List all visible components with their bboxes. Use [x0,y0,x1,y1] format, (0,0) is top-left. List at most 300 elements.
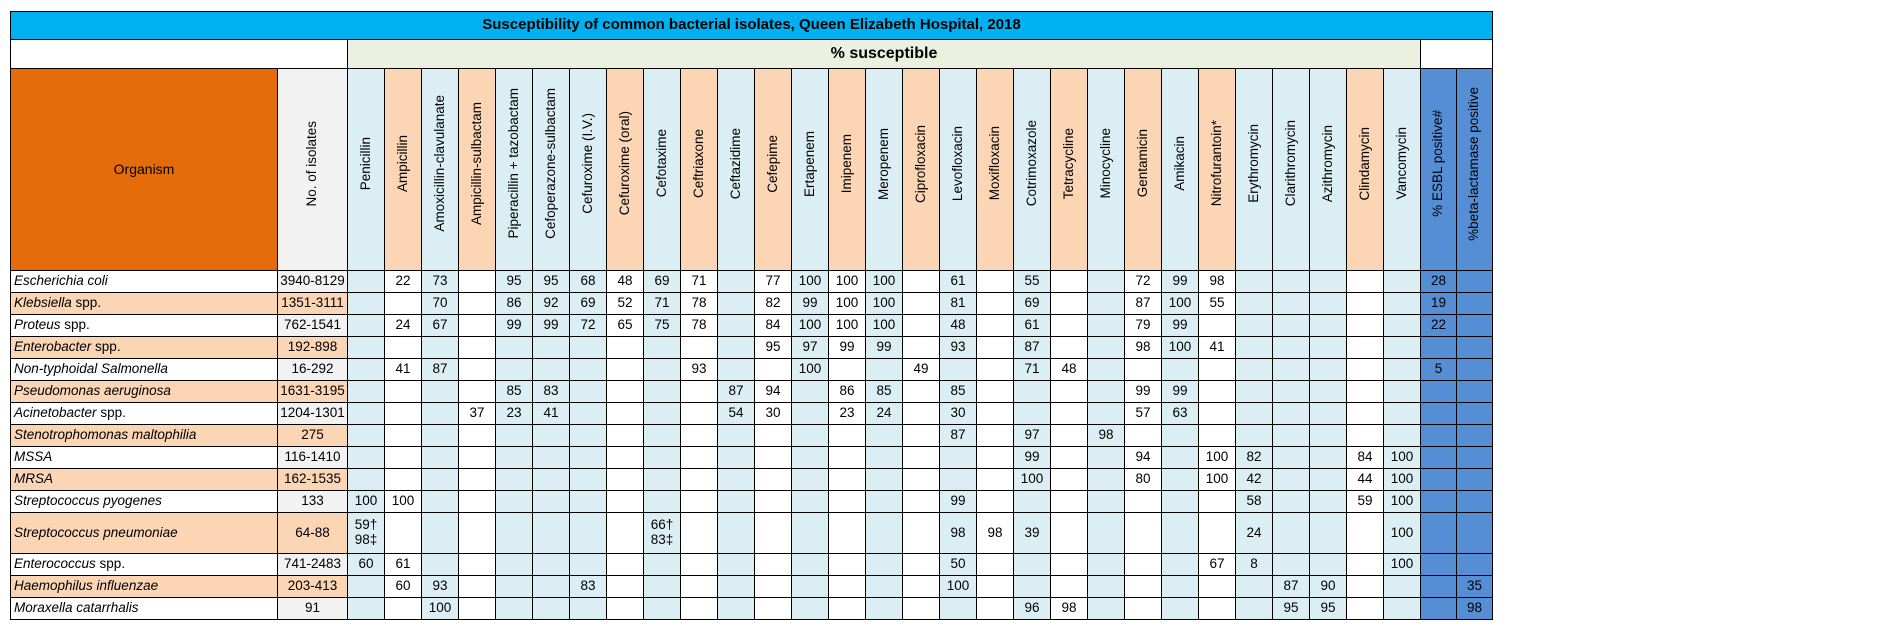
value-cell [496,425,533,447]
value-cell [644,469,681,491]
value-cell [755,554,792,576]
header-label: Ertapenem [801,130,817,197]
value-cell: 82 [1236,447,1273,469]
value-cell: 69 [570,293,607,315]
percent-row [11,40,1493,69]
value-cell: 60 [385,576,422,598]
header-moxifloxacin [977,69,1014,271]
value-cell: 100 [792,271,829,293]
value-cell [1088,315,1125,337]
value-cell [866,491,903,513]
header-label: Cefepime [764,134,780,193]
organism-cell [11,337,278,359]
value-cell [977,359,1014,381]
value-cell [459,425,496,447]
value-cell [1421,513,1457,554]
header-beta-lactamase-positive [1457,69,1493,271]
header-label: Ceftazidime [727,127,743,200]
value-cell [1310,315,1347,337]
table-row [11,447,1493,469]
value-cell: 54 [718,403,755,425]
value-cell: 69 [644,271,681,293]
value-cell [1051,337,1088,359]
value-cell: 39 [1014,513,1051,554]
value-cell [570,381,607,403]
value-cell: 49 [903,359,940,381]
value-cell: 100 [1199,447,1236,469]
value-cell [496,491,533,513]
value-cell [1384,576,1421,598]
isolates-cell: 64-88 [278,513,348,554]
value-cell [1236,359,1273,381]
value-cell [570,491,607,513]
isolates-cell: 3940-8129 [278,271,348,293]
header-azithromycin [1310,69,1347,271]
value-cell [940,598,977,620]
value-cell [866,598,903,620]
value-cell: 61 [940,271,977,293]
value-cell [496,554,533,576]
value-cell: 99 [792,293,829,315]
value-cell [1310,359,1347,381]
value-cell [755,513,792,554]
value-cell [1014,403,1051,425]
value-cell [348,469,385,491]
value-cell [681,554,718,576]
value-cell [792,554,829,576]
organism-suffix: spp. [95,556,126,572]
value-cell [570,403,607,425]
value-cell [1088,403,1125,425]
value-cell [940,447,977,469]
header-label: Erythromycin [1245,124,1261,203]
value-cell [644,447,681,469]
value-cell [903,598,940,620]
table-row [11,271,1493,293]
value-cell [1088,381,1125,403]
value-cell [718,271,755,293]
value-cell [1088,469,1125,491]
header-label: Amoxicillin-clavulanate [431,95,447,232]
value-cell [348,359,385,381]
value-cell [1162,469,1199,491]
value-cell [792,513,829,554]
header-cefuroxime-i-v [570,69,607,271]
value-cell [1384,315,1421,337]
value-cell [681,337,718,359]
value-cell: 100 [1014,469,1051,491]
value-cell [792,425,829,447]
value-cell [1051,381,1088,403]
header-label: Nitrofurantoin* [1208,120,1224,207]
value-cell [1421,337,1457,359]
value-cell: 96 [1014,598,1051,620]
value-cell [1199,425,1236,447]
value-cell: 92 [533,293,570,315]
value-cell [866,425,903,447]
value-cell: 97 [792,337,829,359]
value-cell: 100 [348,491,385,513]
header-label: Clarithromycin [1282,120,1298,207]
value-cell [1088,359,1125,381]
value-cell: 23 [496,403,533,425]
value-cell: 100 [866,315,903,337]
value-cell [1347,359,1384,381]
organism-name: Streptococcus pneumoniae [14,524,178,540]
value-cell [1162,447,1199,469]
value-cell [977,598,1014,620]
value-cell [1347,293,1384,315]
value-cell: 84 [755,315,792,337]
value-cell [1088,513,1125,554]
value-cell [1236,403,1273,425]
value-cell: 80 [1125,469,1162,491]
value-cell [570,554,607,576]
value-cell: 85 [496,381,533,403]
value-cell [1310,425,1347,447]
value-cell: 100 [866,271,903,293]
value-cell: 87 [422,359,459,381]
value-cell [718,337,755,359]
value-cell: 85 [866,381,903,403]
value-cell [348,447,385,469]
column-header-row [11,69,1493,271]
value-cell [1457,513,1493,554]
organism-cell [11,491,278,513]
value-cell [644,576,681,598]
isolates-cell: 762-1541 [278,315,348,337]
value-cell [1125,554,1162,576]
value-cell [1421,554,1457,576]
value-cell [718,293,755,315]
organism-cell [11,315,278,337]
value-cell: 30 [755,403,792,425]
value-cell [385,598,422,620]
value-cell [1273,447,1310,469]
organism-suffix: spp. [91,339,121,355]
value-cell: 72 [1125,271,1162,293]
value-cell [1273,469,1310,491]
value-cell: 63 [1162,403,1199,425]
organism-suffix: spp. [60,317,90,333]
value-cell [1162,576,1199,598]
value-cell: 100 [1162,293,1199,315]
value-cell: 99 [1162,271,1199,293]
value-cell [533,425,570,447]
header-label: Cefotaxime [653,129,669,198]
value-cell [1310,271,1347,293]
value-cell [644,337,681,359]
value-cell [1421,491,1457,513]
value-cell: 93 [422,576,459,598]
table-row [11,491,1493,513]
value-cell [1421,447,1457,469]
value-cell [1051,447,1088,469]
value-cell [348,425,385,447]
value-cell [422,403,459,425]
header-clarithromycin [1273,69,1310,271]
value-cell [607,491,644,513]
value-cell [1457,337,1493,359]
value-cell: 86 [829,381,866,403]
value-cell [829,513,866,554]
value-cell [1088,293,1125,315]
value-cell [607,403,644,425]
isolates-header-label: No. of isolates [304,120,320,207]
value-cell: 94 [1125,447,1162,469]
organism-cell [11,381,278,403]
header-label: Piperacillin + tazobactam [505,88,521,239]
organism-cell [11,447,278,469]
value-cell: 67 [422,315,459,337]
header-label: Ampicillin-sulbactam [468,102,484,226]
value-cell [1457,447,1493,469]
value-cell [903,315,940,337]
value-cell [1199,576,1236,598]
header-imipenem [829,69,866,271]
value-cell: 8 [1236,554,1273,576]
isolates-cell: 16-292 [278,359,348,381]
value-cell: 22 [1421,315,1457,337]
value-cell [607,359,644,381]
value-cell [1347,271,1384,293]
value-cell: 78 [681,293,718,315]
value-cell [459,381,496,403]
value-cell [1384,425,1421,447]
organism-name: Moraxella catarrhalis [14,600,139,616]
value-cell [570,447,607,469]
value-cell: 41 [1199,337,1236,359]
percent-susceptible-label: % susceptible [348,40,1421,69]
value-cell [607,447,644,469]
value-cell [459,513,496,554]
value-cell [718,425,755,447]
header-ceftriaxone [681,69,718,271]
value-cell: 95 [755,337,792,359]
value-cell: 100 [1384,469,1421,491]
value-cell [385,337,422,359]
organism-cell [11,271,278,293]
value-cell: 100 [1384,554,1421,576]
value-cell [755,425,792,447]
value-cell: 66† 83‡ [644,513,681,554]
header-label: Ampicillin [394,135,410,193]
value-cell [533,491,570,513]
value-cell [1051,554,1088,576]
value-cell [644,403,681,425]
value-cell [1199,315,1236,337]
value-cell: 59† 98‡ [348,513,385,554]
value-cell [1236,271,1273,293]
value-cell: 71 [1014,359,1051,381]
value-cell [1125,598,1162,620]
value-cell [1347,425,1384,447]
value-cell: 100 [792,359,829,381]
value-cell [1051,576,1088,598]
title-row [11,12,1493,40]
value-cell [644,554,681,576]
header-ciprofloxacin [903,69,940,271]
value-cell: 79 [1125,315,1162,337]
isolates-cell: 133 [278,491,348,513]
header-label: Vancomycin [1393,127,1409,200]
value-cell [792,403,829,425]
table-row [11,381,1493,403]
value-cell: 83 [570,576,607,598]
value-cell [570,598,607,620]
header-ertapenem [792,69,829,271]
header-cefuroxime-oral [607,69,644,271]
organism-name: Haemophilus influenzae [14,578,159,594]
value-cell [1310,381,1347,403]
value-cell [385,381,422,403]
value-cell [977,554,1014,576]
organism-name: Klebsiella [14,295,72,311]
value-cell [1457,293,1493,315]
value-cell: 100 [1199,469,1236,491]
isolates-cell: 162-1535 [278,469,348,491]
value-cell [1384,381,1421,403]
header-penicillin [348,69,385,271]
value-cell: 55 [1014,271,1051,293]
value-cell [903,447,940,469]
value-cell [829,425,866,447]
organism-name: Pseudomonas aeruginosa [14,383,171,399]
value-cell: 98 [1125,337,1162,359]
value-cell: 73 [422,271,459,293]
value-cell: 83 [533,381,570,403]
value-cell [1273,359,1310,381]
value-cell [718,576,755,598]
value-cell: 70 [422,293,459,315]
value-cell [792,469,829,491]
value-cell [533,598,570,620]
value-cell: 98 [940,513,977,554]
value-cell: 68 [570,271,607,293]
value-cell [644,359,681,381]
value-cell [977,576,1014,598]
value-cell [348,271,385,293]
value-cell [1421,469,1457,491]
value-cell: 78 [681,315,718,337]
value-cell [570,359,607,381]
value-cell [718,447,755,469]
value-cell [1051,271,1088,293]
header-label: Ceftriaxone [690,129,706,199]
organism-cell [11,576,278,598]
value-cell [1236,293,1273,315]
value-cell [459,491,496,513]
value-cell: 100 [866,293,903,315]
value-cell [829,359,866,381]
value-cell [977,315,1014,337]
value-cell [829,491,866,513]
value-cell: 67 [1199,554,1236,576]
value-cell: 87 [940,425,977,447]
value-cell [533,447,570,469]
table-row [11,403,1493,425]
table-row [11,576,1493,598]
value-cell [1014,491,1051,513]
value-cell: 98 [1199,271,1236,293]
value-cell [1088,271,1125,293]
value-cell [570,513,607,554]
value-cell [977,293,1014,315]
value-cell: 90 [1310,576,1347,598]
value-cell [644,598,681,620]
value-cell [1310,447,1347,469]
header-meropenem [866,69,903,271]
value-cell: 98 [1051,598,1088,620]
value-cell [1162,513,1199,554]
value-cell [533,337,570,359]
value-cell: 82 [755,293,792,315]
header-cefepime [755,69,792,271]
value-cell: 23 [829,403,866,425]
value-cell: 99 [533,315,570,337]
header-label: Gentamicin [1134,129,1150,198]
value-cell: 48 [607,271,644,293]
value-cell: 77 [755,271,792,293]
header-cotrimoxazole [1014,69,1051,271]
value-cell [533,576,570,598]
organism-name: MRSA [14,471,54,487]
value-cell [1273,271,1310,293]
value-cell [459,359,496,381]
value-cell [459,447,496,469]
value-cell: 22 [385,271,422,293]
value-cell [1088,447,1125,469]
value-cell [348,403,385,425]
value-cell: 99 [496,315,533,337]
table-row [11,293,1493,315]
header-label: Azithromycin [1319,124,1335,203]
organism-cell [11,469,278,491]
value-cell [1310,293,1347,315]
value-cell [977,491,1014,513]
value-cell: 44 [1347,469,1384,491]
header-label: Cefoperazone-sulbactam [542,88,558,239]
value-cell: 99 [1162,315,1199,337]
value-cell [681,576,718,598]
header-label: Cefuroxime (I.V.) [579,113,595,214]
value-cell [1014,381,1051,403]
value-cell [1125,491,1162,513]
value-cell [1273,337,1310,359]
value-cell [1457,381,1493,403]
value-cell [1384,403,1421,425]
organism-cell [11,359,278,381]
value-cell [1457,491,1493,513]
value-cell [903,469,940,491]
value-cell: 52 [607,293,644,315]
value-cell: 100 [829,271,866,293]
value-cell [533,359,570,381]
header-ceftazidime [718,69,755,271]
value-cell [1310,337,1347,359]
value-cell: 87 [1014,337,1051,359]
value-cell [644,381,681,403]
value-cell [459,271,496,293]
value-cell [1236,381,1273,403]
value-cell: 95 [496,271,533,293]
blank-cell [1421,40,1493,69]
value-cell [681,513,718,554]
value-cell: 99 [829,337,866,359]
value-cell [1457,271,1493,293]
header-label: Levofloxacin [949,126,965,202]
isolates-cell: 192-898 [278,337,348,359]
